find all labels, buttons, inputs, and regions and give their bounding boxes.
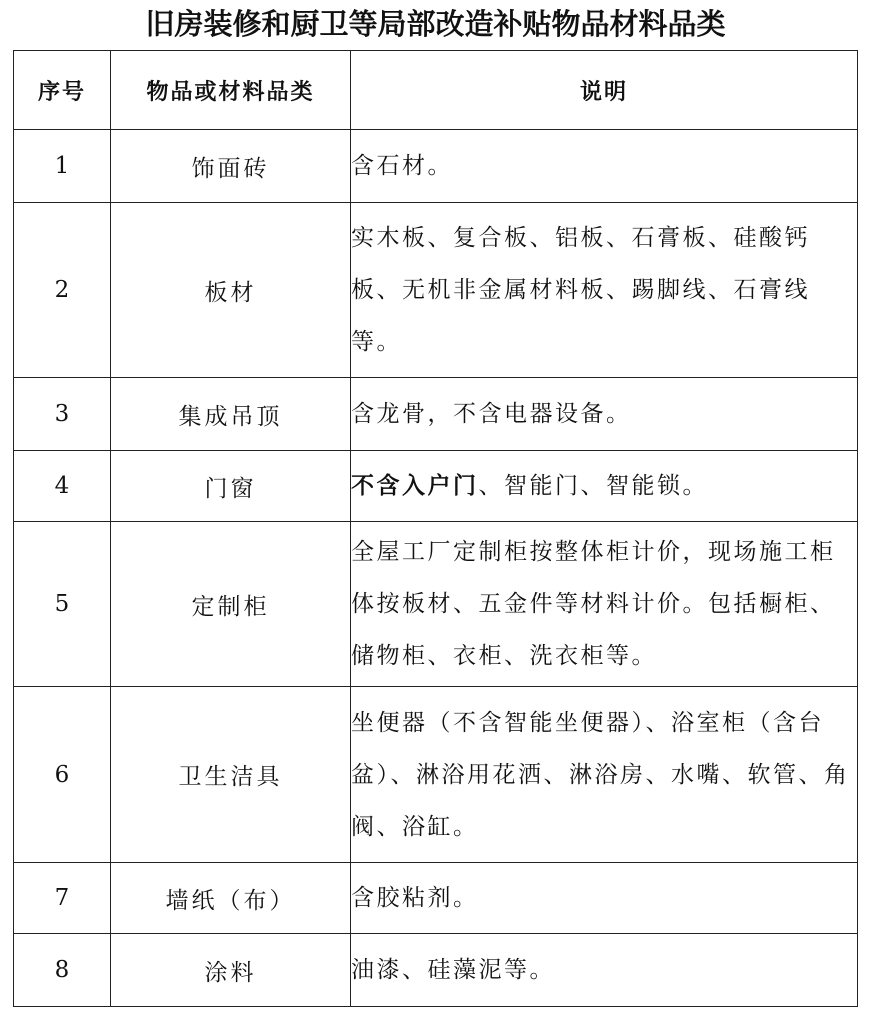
row-category: 饰面砖 bbox=[111, 130, 351, 203]
row-description-emphasis: 不含入户门 bbox=[351, 473, 479, 499]
row-description: 含石材。 bbox=[351, 130, 858, 203]
table-row bbox=[14, 934, 858, 1007]
row-description: 油漆、硅藻泥等。 bbox=[351, 934, 858, 1007]
row-category: 涂料 bbox=[111, 934, 351, 1007]
page-title: 旧房装修和厨卫等局部改造补贴物品材料品类 bbox=[145, 7, 726, 41]
table-row bbox=[14, 130, 858, 203]
header-index: 序号 bbox=[14, 51, 111, 130]
row-index: 1 bbox=[14, 130, 111, 203]
table-row bbox=[14, 378, 858, 451]
table-row bbox=[14, 203, 858, 378]
row-index: 5 bbox=[14, 522, 111, 687]
row-category: 门窗 bbox=[111, 451, 351, 522]
row-index: 8 bbox=[14, 934, 111, 1007]
table-row bbox=[14, 522, 858, 687]
table-row bbox=[14, 687, 858, 863]
row-index: 7 bbox=[14, 863, 111, 934]
header-description: 说明 bbox=[351, 51, 858, 130]
row-index: 3 bbox=[14, 378, 111, 451]
table-row bbox=[14, 863, 858, 934]
table-row bbox=[14, 451, 858, 522]
row-category: 卫生洁具 bbox=[111, 687, 351, 863]
row-category: 墙纸（布） bbox=[111, 863, 351, 934]
row-index: 2 bbox=[14, 203, 111, 378]
row-description: 坐便器（不含智能坐便器）、浴室柜（含台盆）、淋浴用花洒、淋浴房、水嘴、软管、角阀、浴缸。 bbox=[351, 687, 858, 863]
row-category: 定制柜 bbox=[111, 522, 351, 687]
row-description-rest: 、智能门、智能锁。 bbox=[478, 473, 708, 499]
header-category: 物品或材料品类 bbox=[111, 51, 351, 130]
row-description bbox=[351, 451, 858, 522]
row-index: 6 bbox=[14, 687, 111, 863]
table-header-row bbox=[14, 51, 858, 130]
row-description: 含胶粘剂。 bbox=[351, 863, 858, 934]
row-index: 4 bbox=[14, 451, 111, 522]
materials-table bbox=[13, 50, 858, 1007]
row-category: 板材 bbox=[111, 203, 351, 378]
row-description: 实木板、复合板、铝板、石膏板、硅酸钙板、无机非金属材料板、踢脚线、石膏线等。 bbox=[351, 203, 858, 378]
row-description: 含龙骨，不含电器设备。 bbox=[351, 378, 858, 451]
row-description: 全屋工厂定制柜按整体柜计价，现场施工柜体按板材、五金件等材料计价。包括橱柜、储物柜、衣柜、洗衣柜等。 bbox=[351, 522, 858, 687]
row-category: 集成吊顶 bbox=[111, 378, 351, 451]
